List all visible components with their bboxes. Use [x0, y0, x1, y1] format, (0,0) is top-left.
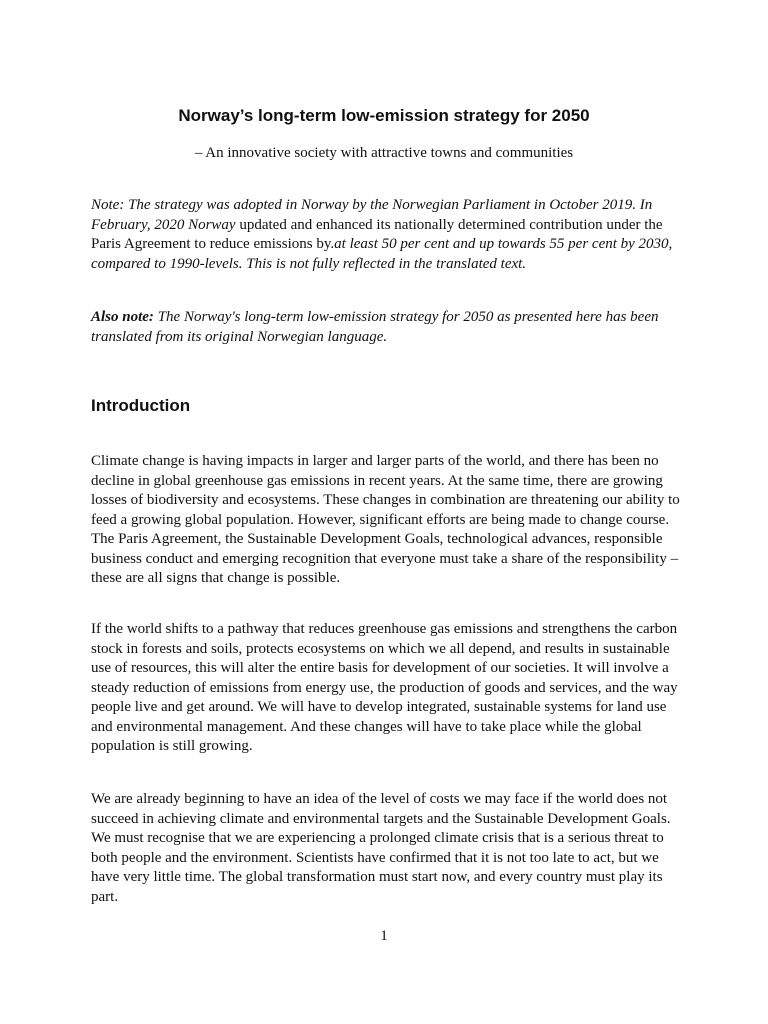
also-note-paragraph — [91, 308, 681, 347]
also-note-label: Also note: — [91, 309, 154, 325]
note-paragraph — [91, 196, 681, 274]
note-label: Note — [91, 197, 120, 213]
document-title: Norway’s long-term low-emission strategy for 2050 — [178, 106, 590, 125]
body-paragraph-3: We are already beginning to have an idea of the level of costs we may face if the world does not succeed in achieving climate and environmental targets and the Sustainable Development Goals. We must recognise that we are experiencing a prolonged climate crisis that is a serious threat to both people and the environment. Scientists have confirmed that it is not too late to act, but we have very little time. The global transformation must start now, and every country must play its part. — [91, 791, 671, 905]
document-subtitle: – An innovative society with attractive towns and communities — [194, 145, 574, 161]
body-paragraph-2: If the world shifts to a pathway that reduces greenhouse gas emissions and strengthens the carbon stock in forests and soils, protects ecosystems on which we all depend, and results in sustainable use of resources, this will alter the entire basis for development of our societies. It will involve a steady reduction of emissions from energy use, the production of goods and services, and the way people live and get around. We will have to develop integrated, sustainable systems for land use and environmental management. And these changes will have to take place while the global population is still growing. — [91, 621, 678, 754]
note-text-part2: updated and enhanced its nationally determined contribution under the Paris Agreement to reduce emissions by. — [91, 216, 663, 252]
note-text-part3: at least 50 per cent and up towards 55 per cent by 2030, compared to 1990-levels. This is not fully reflected in the translated text. — [91, 236, 673, 272]
section-heading: Introduction — [91, 396, 191, 415]
note-text-part1: : The strategy was adopted in Norway by the Norwegian Parliament in October 2019. In February, 2020 Norway — [91, 197, 653, 233]
page-number: 1 — [380, 928, 388, 944]
body-paragraph-1: Climate change is having impacts in larger and larger parts of the world, and there has been no decline in global greenhouse gas emissions in recent years. At the same time, there are growing losses of biodiversity and ecosystems. These changes in combination are threatening our ability to feed a growing global population. However, significant efforts are being made to change course. The Paris Agreement, the Sustainable Development Goals, technological advances, responsible business conduct and emerging recognition that everyone must take a share of the responsibility – these are all signs that change is possible. — [91, 453, 680, 586]
also-note-text: The Norway's long-term low-emission strategy for 2050 as presented here has been translated from its original Norwegian language. — [91, 309, 659, 345]
